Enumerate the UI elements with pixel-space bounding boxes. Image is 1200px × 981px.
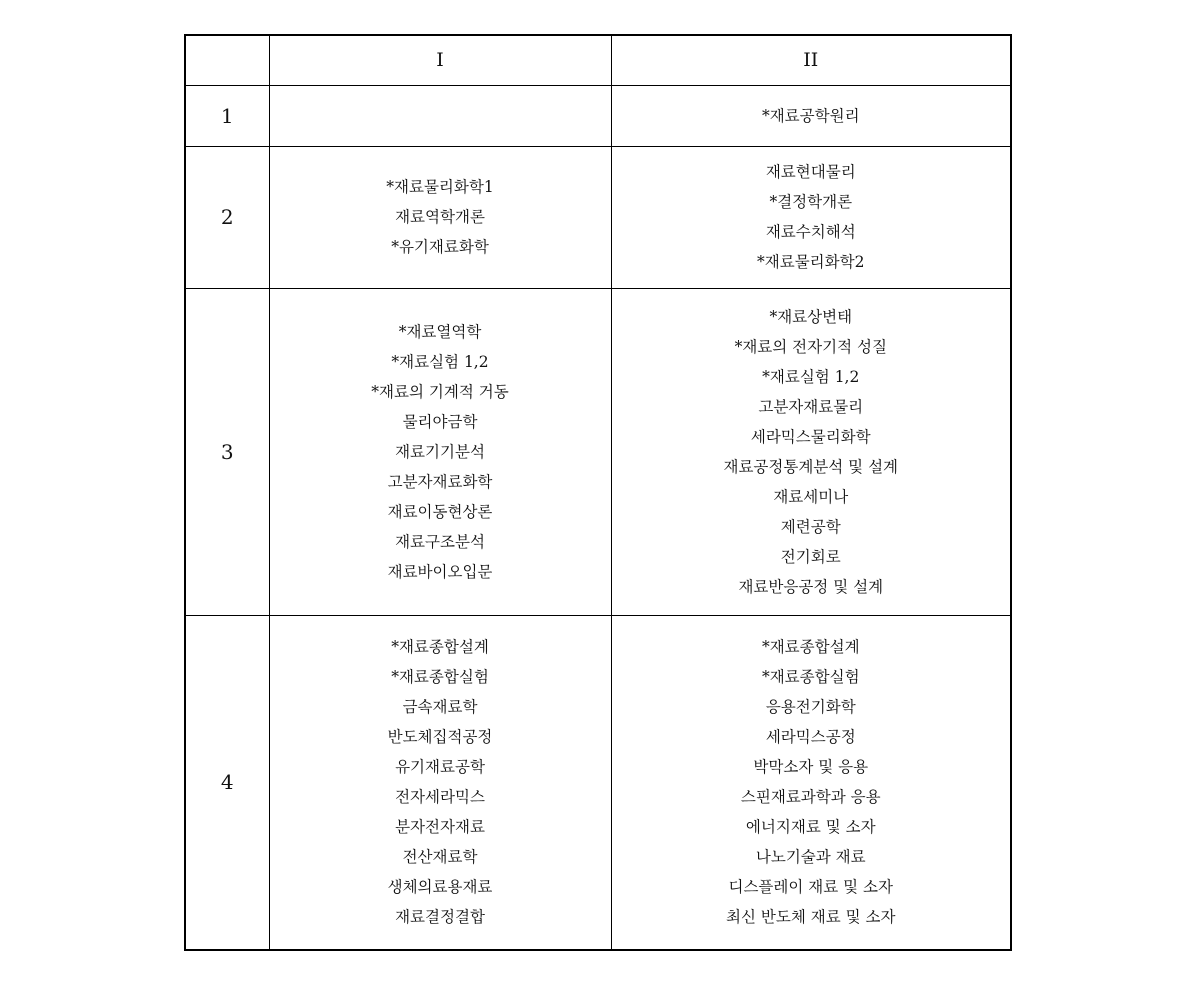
course-item: 재료결정결합 (395, 908, 485, 927)
table-row (185, 288, 1011, 615)
course-item: 재료바이오입문 (387, 562, 493, 581)
semester-2-cell (611, 85, 1011, 146)
course-item: 재료공정통계분석 및 설계 (723, 457, 899, 476)
table-row (185, 85, 1011, 146)
course-list (612, 101, 1011, 131)
course-list (270, 632, 611, 932)
semester-1-cell (269, 146, 611, 288)
year-cell: 3 (185, 288, 269, 615)
course-item: *재료실험 1,2 (762, 367, 860, 386)
course-item: 재료구조분석 (395, 532, 485, 551)
course-item: 물리야금학 (402, 412, 478, 431)
curriculum-table (184, 34, 1012, 951)
course-item: 세라믹스공정 (765, 728, 856, 747)
semester-1-cell (269, 288, 611, 615)
year-cell: 1 (185, 85, 269, 146)
course-item: 전산재료학 (402, 848, 478, 867)
course-item: *재료열역학 (398, 322, 482, 341)
course-item: 나노기술과 재료 (755, 848, 866, 867)
header-semester-1: I (269, 35, 611, 85)
course-item: *재료실험 1,2 (391, 352, 489, 371)
course-list (612, 632, 1011, 932)
course-item: *재료종합실험 (391, 668, 489, 687)
course-item: 재료현대물리 (765, 163, 856, 181)
course-item: 디스플레이 재료 및 소자 (728, 878, 893, 897)
course-item: 전기회로 (780, 547, 841, 566)
semester-1-cell (269, 85, 611, 146)
header-semester-2: II (611, 35, 1011, 85)
course-item: 재료수치해석 (765, 223, 856, 241)
semester-2-cell (611, 288, 1011, 615)
course-item: 고분자재료화학 (387, 472, 493, 491)
header-row (185, 35, 1011, 85)
year-cell: 4 (185, 615, 269, 950)
course-item: 고분자재료물리 (758, 397, 864, 416)
course-item: 제련공학 (780, 517, 841, 536)
course-item: 스핀재료과학과 응용 (740, 788, 881, 807)
course-item: *재료종합실험 (761, 668, 860, 687)
course-item: 에너지재료 및 소자 (745, 818, 876, 837)
course-item: 분자전자재료 (395, 818, 485, 837)
course-item: *재료상변태 (769, 307, 853, 326)
course-item: 박막소자 및 응용 (753, 758, 869, 777)
course-item: 전자세라믹스 (395, 788, 485, 807)
course-item: *재료의 전자기적 성질 (734, 337, 887, 356)
semester-2-cell (611, 146, 1011, 288)
table-row (185, 615, 1011, 950)
course-item: 최신 반도체 재료 및 소자 (726, 908, 896, 927)
course-item: 재료이동현상론 (387, 502, 493, 521)
year-cell: 2 (185, 146, 269, 288)
course-item: 반도체집적공정 (387, 728, 493, 747)
course-item: 응용전기화학 (765, 698, 856, 717)
semester-1-cell (269, 615, 611, 950)
course-item: 유기재료공학 (395, 758, 485, 777)
course-item: 재료세미나 (773, 487, 849, 506)
course-list (612, 157, 1011, 277)
course-item: *유기재료화학 (391, 238, 489, 256)
course-item: *재료의 기계적 거동 (371, 382, 509, 401)
course-item: 금속재료학 (402, 698, 478, 717)
course-item: 세라믹스물리화학 (750, 427, 871, 446)
course-item: *재료종합설계 (761, 638, 860, 657)
course-list (270, 317, 611, 587)
course-item: *재료물리화학2 (757, 253, 865, 271)
course-item: 재료반응공정 및 설계 (738, 577, 884, 596)
course-item: *재료종합설계 (391, 638, 489, 657)
course-item: *결정학개론 (769, 193, 853, 211)
course-list (612, 302, 1011, 602)
course-item: 재료기기분석 (395, 442, 485, 461)
table-row (185, 146, 1011, 288)
course-list (270, 172, 611, 262)
semester-2-cell (611, 615, 1011, 950)
course-item: 재료역학개론 (395, 208, 485, 226)
course-item: *재료물리화학1 (386, 178, 494, 196)
header-corner-cell (185, 35, 269, 85)
course-item: 생체의료용재료 (387, 878, 493, 897)
course-item: *재료공학원리 (761, 106, 860, 125)
